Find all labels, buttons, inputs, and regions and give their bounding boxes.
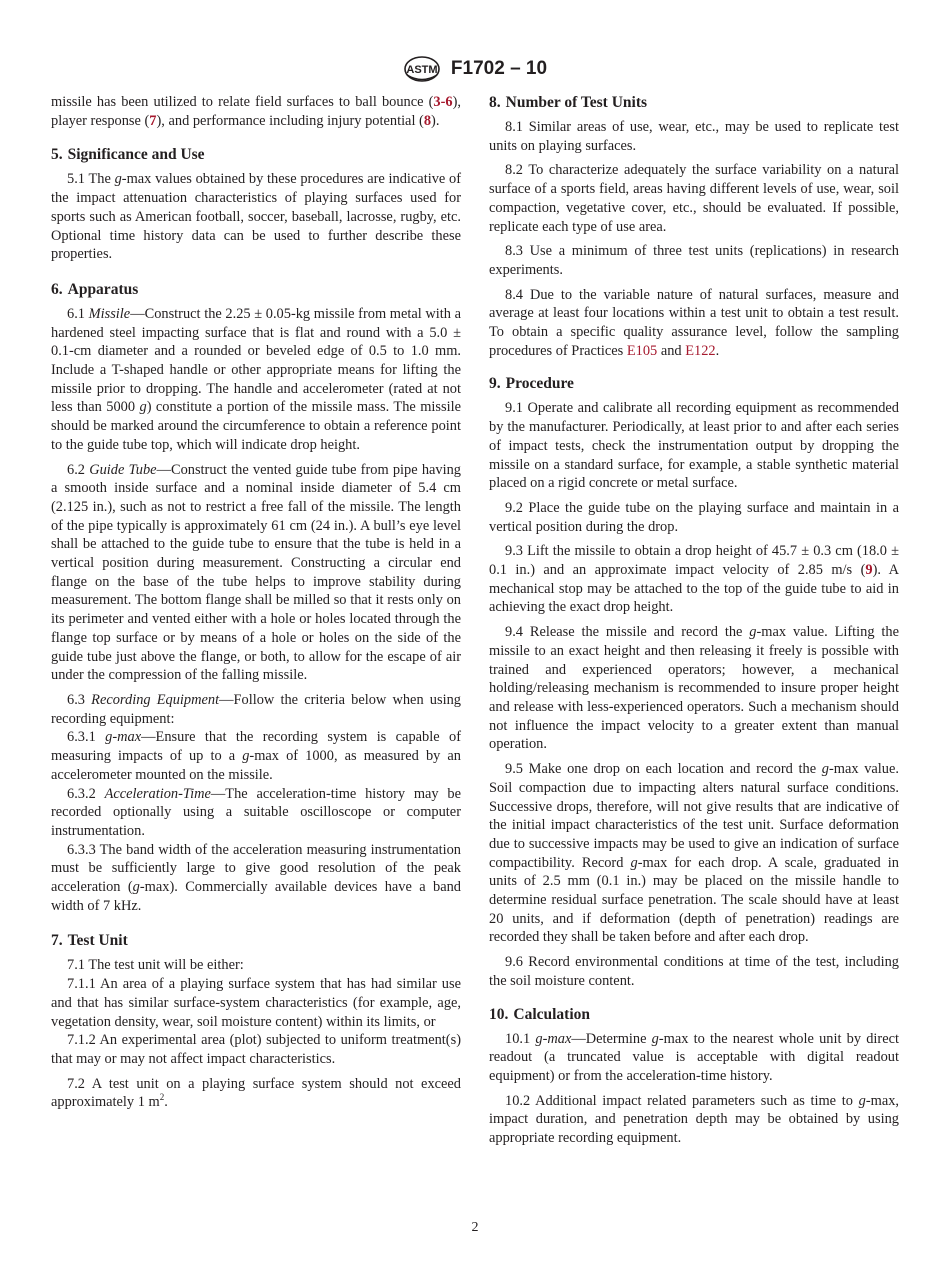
section-heading-calculation: 10. Calculation xyxy=(489,1005,591,1023)
paragraph-7-1: 7.1 The test unit will be either: xyxy=(67,957,244,974)
paragraph-8-4: 8.4 Due to the variable nature of natural surfaces, measure and average at least four locations within a test unit to obtain a test result. To obtain a specific quality assurance level, follow the sampling procedures of Practices E105 and E122. xyxy=(489,286,899,359)
ref-link-e122[interactable]: E122 xyxy=(685,342,716,359)
ref-link-7[interactable]: 7 xyxy=(149,112,157,129)
paragraph-7-1-2: 7.1.2 An experimental area (plot) subjected to uniform treatment(s) that may or may not affect impact characteristics. xyxy=(51,1032,461,1067)
section-heading-number-of-test-units: 8. Number of Test Units xyxy=(489,94,648,111)
paragraph-9-2: 9.2 Place the guide tube on the playing surface and maintain in a vertical position during the drop. xyxy=(489,499,899,535)
paragraph-6-3-2: 6.3.2 Acceleration-Time—The acceleration-time history may be recorded optionally using a suitable oscilloscope or computer instrumentation. xyxy=(51,785,461,839)
paragraph-9-5: 9.5 Make one drop on each location and record the g-max value. Soil compaction due to impacting alters natural surface conditions. Successive drops, therefore, will not give results that are indicative of the initial impact characteristics of the test unit. Surface deformation due to successive impacts may be used to give an indication of surface compactibility. Record g-max for each drop. A scale, graduated in units of 2.5 mm (0.1 in.) may be placed on the missile handle to determine residual surface penetration. The scale should have at least 20 units, and if deformation (depth of penetration) readings are recorded they shall be taken before and after each drop. xyxy=(489,761,899,946)
section-heading-significance: 5. Significance and Use xyxy=(51,146,205,164)
paragraph-8-1: 8.1 Similar areas of use, wear, etc., may be used to replicate test units on playing surfaces. xyxy=(489,119,899,154)
left-column xyxy=(51,92,461,1112)
paragraph-8-2: 8.2 To characterize adequately the surface variability on a natural surface of a sports field, areas having different levels of use, wear, soil compaction, vegetative cover, etc., should be evaluated. If possible, replicate each type of use area. xyxy=(489,162,899,235)
svg-text:ASTM: ASTM xyxy=(406,64,438,76)
paragraph-6-3-1: 6.3.1 g-max—Ensure that the recording system is capable of measuring impacts of up to a g-max of 1000, as measured by an accelerometer mounted on the missile. xyxy=(51,729,462,783)
paragraph-9-6: 9.6 Record environmental conditions at time of the test, including the soil moisture content. xyxy=(489,954,899,989)
paragraph-7-1-1: 7.1.1 An area of a playing surface system that has had similar use and that has similar surface-system characteristics (for example, age, vegetation density, wear, soil moisture content) within its limits, or xyxy=(51,976,461,1030)
right-column xyxy=(489,92,899,1148)
section-heading-test-unit: 7. Test Unit xyxy=(51,932,128,950)
paragraph-9-1: 9.1 Operate and calibrate all recording equipment as recommended by the manufacturer. Periodically, at least prior to and after each series of impact tests, check the instrumentation output by dropping the missile on a standard surface, for example, a stable synthetic material placed on a rigid concrete or metal surface. xyxy=(489,400,899,492)
paragraph-5-1: 5.1 The g-max values obtained by these procedures are indicative of the impact attenuation characteristics of playing surfaces used for sports such as American football, soccer, baseball, lacrosse, rugby, etc. Optional time history data can be used to further describe these properties. xyxy=(51,171,462,263)
ref-link-9[interactable]: 9 xyxy=(865,562,873,579)
paragraph-9-3: 9.3 Lift the missile to obtain a drop height of 45.7 ± 0.3 cm (18.0 ± 0.1 in.) and an approximate impact velocity of 2.85 m/s (9). A mechanical stop may be attached to the top of the guide tube to aid in achieving the exact drop height. xyxy=(489,543,899,616)
paragraph-10-1: 10.1 g-max—Determine g-max to the nearest whole unit by direct readout (a truncated value is acceptable with digital readout equipment) or from the acceleration-time history. xyxy=(489,1030,899,1084)
section-heading-apparatus: 6. Apparatus xyxy=(51,280,139,298)
ref-link-3-6[interactable]: 3-6 xyxy=(433,94,453,110)
page-header xyxy=(0,55,950,85)
paragraph-6-3-3: 6.3.3 The band width of the acceleration measuring instrumentation must be sufficiently large to give good resolution of the peak acceleration (g-max). Commercially available devices have a band width of 7 kHz. xyxy=(51,841,461,914)
intro-paragraph: missile has been utilized to relate field surfaces to ball bounce (3-6), player response (7), and performance including injury potential (8). xyxy=(51,94,461,129)
ref-link-e105[interactable]: E105 xyxy=(626,342,658,359)
paragraph-7-2: 7.2 A test unit on a playing surface system should not exceed approximately 1 $m^2$. xyxy=(51,1075,461,1111)
astm-logo-icon xyxy=(403,55,441,83)
paragraph-8-3: 8.3 Use a minimum of three test units (replications) in research experiments. xyxy=(489,243,899,278)
paragraph-6-3: 6.3 Recording Equipment—Follow the criteria below when using recording equipment: xyxy=(51,691,461,727)
paragraph-6-2: 6.2 Guide Tube—Construct the vented guide tube from pipe having a smooth inside surface and a nominal inside diameter of 5.4 cm (2.125 in.), such as not to restrict a free fall of the missile. The length of the pipe typically is approximately 61 cm (24 in.). A bull’s eye level shall be attached to the guide tube to ensure that the tube is held in a vertical position during measurement. Constructing a circular end flange on the base of the tube helps to improve stability during measurement. The bottom flange shall be milled so that it rests only on its perimeter and vented either with a hole or holes located through the flange top surface or by means of a hole or holes on the side of the guide tube just above the flange, or both, to allow for the escape of air under the compression of the falling missile. xyxy=(51,461,461,684)
paragraph-10-2: 10.2 Additional impact related parameters such as time to g-max, impact duration, and penetration depth may be obtained by using appropriate recording equipment. xyxy=(489,1092,899,1147)
ref-link-8[interactable]: 8 xyxy=(423,112,432,129)
paragraph-9-4: 9.4 Release the missile and record the g-max value. Lifting the missile to an exact height and then releasing it freely is possible with trained and experienced operators; however, a mechanical holding/releasing mechanism is recommended to insure proper height and release with less-experienced operators. Such a mechanism should not influence the impact velocity to a greater extent than manual operation. xyxy=(489,624,899,753)
section-heading-procedure: 9. Procedure xyxy=(489,375,574,393)
page-number: 2 xyxy=(471,1220,479,1235)
paragraph-6-1: 6.1 Missile—Construct the 2.25 ± 0.05-kg missile from metal with a hardened steel impacting surface that is flat and round with a 5.0 ± 0.1-cm diameter and a rounded or beveled edge of 0.5 to 1.0 mm. Include a T-shaped handle or other appropriate means for lifting the missile prior to dropping. The handle and accelerometer (rated at not less than 5000 g) constitute a portion of the missile mass. The missile should be marked around the circumference to obtain a reference point to the guide tube top, which will indicate drop height. xyxy=(51,305,461,453)
standard-designation: F1702 – 10 xyxy=(450,58,548,79)
